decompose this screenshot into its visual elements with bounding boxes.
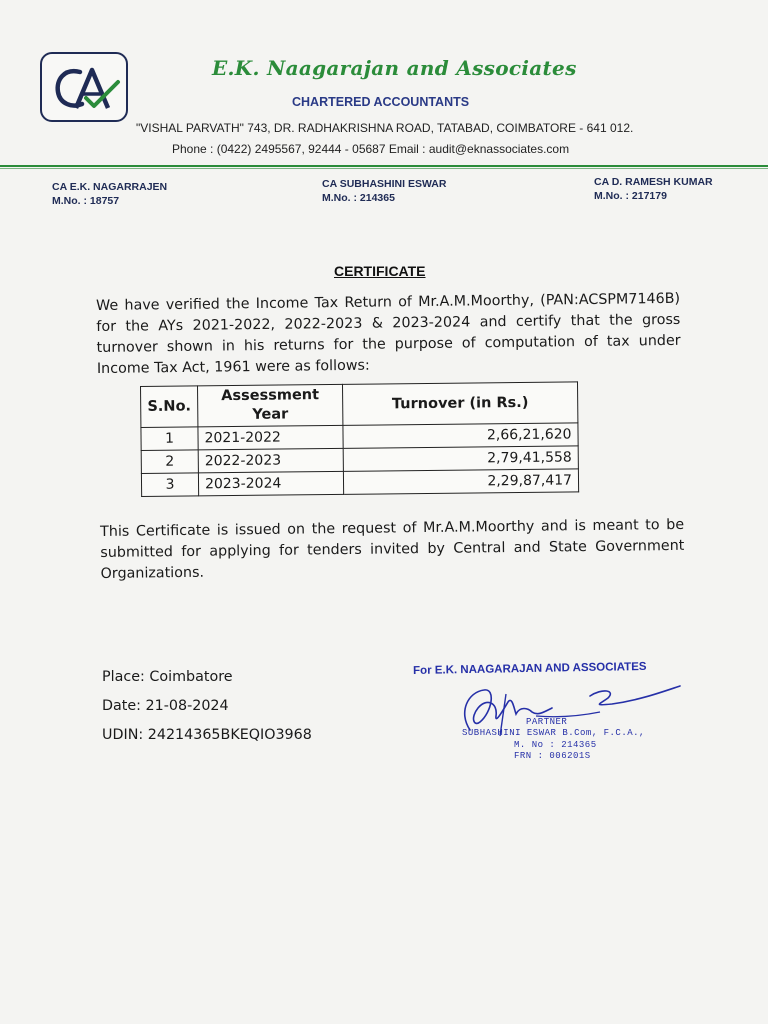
partner-mno: M.No. : 217179 xyxy=(594,190,667,202)
table-row xyxy=(141,469,578,497)
header-divider xyxy=(0,165,768,167)
stamp-role: PARTNER xyxy=(526,717,568,727)
ca-logo xyxy=(40,52,128,122)
certificate-title: CERTIFICATE xyxy=(334,263,426,279)
partner-mno: M.No. : 214365 xyxy=(322,192,395,204)
firm-subtitle: CHARTERED ACCOUNTANTS xyxy=(292,95,470,109)
col-header-turnover: Turnover (in Rs.) xyxy=(342,382,577,425)
firm-address: "VISHAL PARVATH" 743, DR. RADHAKRISHNA ROAD, TATABAD, COIMBATORE - 641 012. xyxy=(136,121,634,135)
partner-name: CA D. RAMESH KUMAR xyxy=(594,176,713,188)
cell-sno: 1 xyxy=(141,427,198,451)
cell-year: 2022-2023 xyxy=(198,448,343,473)
col-header-assessment-year: Assessment Year xyxy=(198,384,343,427)
certificate-closing: This Certificate is issued on the request of Mr.A.M.Moorthy and is meant to be submitted for applying for tenders invited by Central and State Government Organizations. xyxy=(100,516,685,582)
partner-2 xyxy=(322,177,446,205)
turnover-table xyxy=(140,381,579,497)
partner-mno: M.No. : 18757 xyxy=(52,195,120,207)
certificate-intro: We have verified the Income Tax Return of Mr.A.M.Moorthy, (PAN:ACSPM7146B) for the AYs 2021-2022, 2022-2023 & 2023-2024 and certify that the gross turnover shown in his returns for the purpose of computation of tax under Income Tax Act, 1961 were as follows: xyxy=(96,290,681,377)
cell-sno: 2 xyxy=(141,450,198,474)
place-line: Place: Coimbatore xyxy=(102,669,233,685)
stamp-mno: M. No : 214365 xyxy=(514,740,597,750)
stamp-name: SUBHASHINI ESWAR B.Com, F.C.A., xyxy=(462,728,645,738)
cell-turnover: 2,29,87,417 xyxy=(343,469,578,494)
table-header-row xyxy=(141,382,578,428)
partner-3 xyxy=(594,175,713,203)
partner-1 xyxy=(52,180,167,208)
turnover-table-wrap xyxy=(140,381,579,497)
firm-contact: Phone : (0422) 2495567, 92444 - 05687 Email : audit@eknassociates.com xyxy=(172,142,570,156)
cell-turnover: 2,66,21,620 xyxy=(343,423,578,448)
firm-name: E.K. Naagarajan and Associates xyxy=(212,56,577,80)
cell-year: 2023-2024 xyxy=(198,471,343,496)
udin-line: UDIN: 24214365BKEQIO3968 xyxy=(102,727,312,743)
partner-name: CA E.K. NAGARRAJEN xyxy=(52,181,168,193)
date-line: Date: 21-08-2024 xyxy=(102,698,229,714)
header-divider-thin xyxy=(0,168,768,169)
stamp-frn: FRN : 006201S xyxy=(514,751,591,761)
col-header-sno: S.No. xyxy=(141,386,198,428)
ca-logo-icon xyxy=(42,54,130,124)
cell-year: 2021-2022 xyxy=(198,425,343,450)
stamp-firm-line: For E.K. NAAGARAJAN AND ASSOCIATES xyxy=(413,660,647,677)
cell-turnover: 2,79,41,558 xyxy=(343,446,578,471)
partner-name: CA SUBHASHINI ESWAR xyxy=(322,178,447,190)
cell-sno: 3 xyxy=(141,473,198,497)
